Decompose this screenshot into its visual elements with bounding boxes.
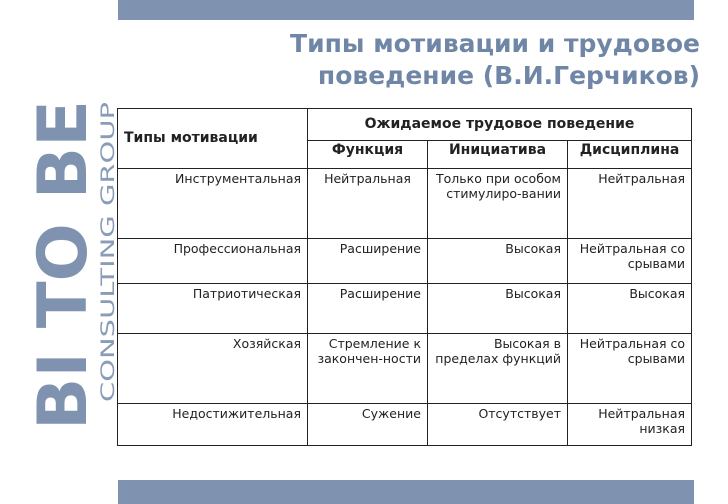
subheader-function: Функция: [308, 141, 428, 169]
subheader-discipline: Дисциплина: [568, 141, 692, 169]
bottom-color-band: [118, 480, 694, 504]
table-row: [118, 404, 692, 446]
row-type: Хозяйская: [118, 334, 308, 404]
table-row: [118, 334, 692, 404]
row-type: Недостижительная: [118, 404, 308, 446]
row-initiative: Высокая в пределах функций: [428, 334, 568, 404]
row-type: Профессиональная: [118, 239, 308, 284]
row-function: Расширение: [308, 239, 428, 284]
company-logo: [14, 100, 124, 440]
title-line-1: Типы мотивации и трудовое: [290, 29, 700, 58]
row-discipline: Нейтральная со срывами: [568, 239, 692, 284]
motivation-table: [117, 108, 692, 446]
logo-main-text: BI TO BE: [24, 103, 103, 430]
logo-sub-text: CONSULTING GROUP: [97, 205, 119, 402]
slide-title: [200, 28, 700, 92]
row-function: Расширение: [308, 284, 428, 334]
table-row: [118, 284, 692, 334]
row-function: Сужение: [308, 404, 428, 446]
row-initiative: Высокая: [428, 284, 568, 334]
table-header-row: [118, 109, 692, 141]
row-function: Нейтральная: [308, 169, 428, 239]
row-discipline: Нейтральная со срывами: [568, 334, 692, 404]
title-line-2: поведение (В.И.Герчиков): [317, 61, 700, 90]
subheader-initiative: Инициатива: [428, 141, 568, 169]
row-initiative: Отсутствует: [428, 404, 568, 446]
row-discipline: Нейтральная низкая: [568, 404, 692, 446]
row-initiative: Высокая: [428, 239, 568, 284]
row-initiative: Только при особом стимулиро-вании: [428, 169, 568, 239]
table-row: [118, 169, 692, 239]
row-discipline: Высокая: [568, 284, 692, 334]
row-type: Инструментальная: [118, 169, 308, 239]
header-types: Типы мотивации: [118, 109, 308, 169]
table-row: [118, 239, 692, 284]
top-color-band: [118, 0, 694, 20]
header-expected-behavior: Ожидаемое трудовое поведение: [308, 109, 692, 141]
row-type: Патриотическая: [118, 284, 308, 334]
row-discipline: Нейтральная: [568, 169, 692, 239]
row-function: Стремление к закончен-ности: [308, 334, 428, 404]
